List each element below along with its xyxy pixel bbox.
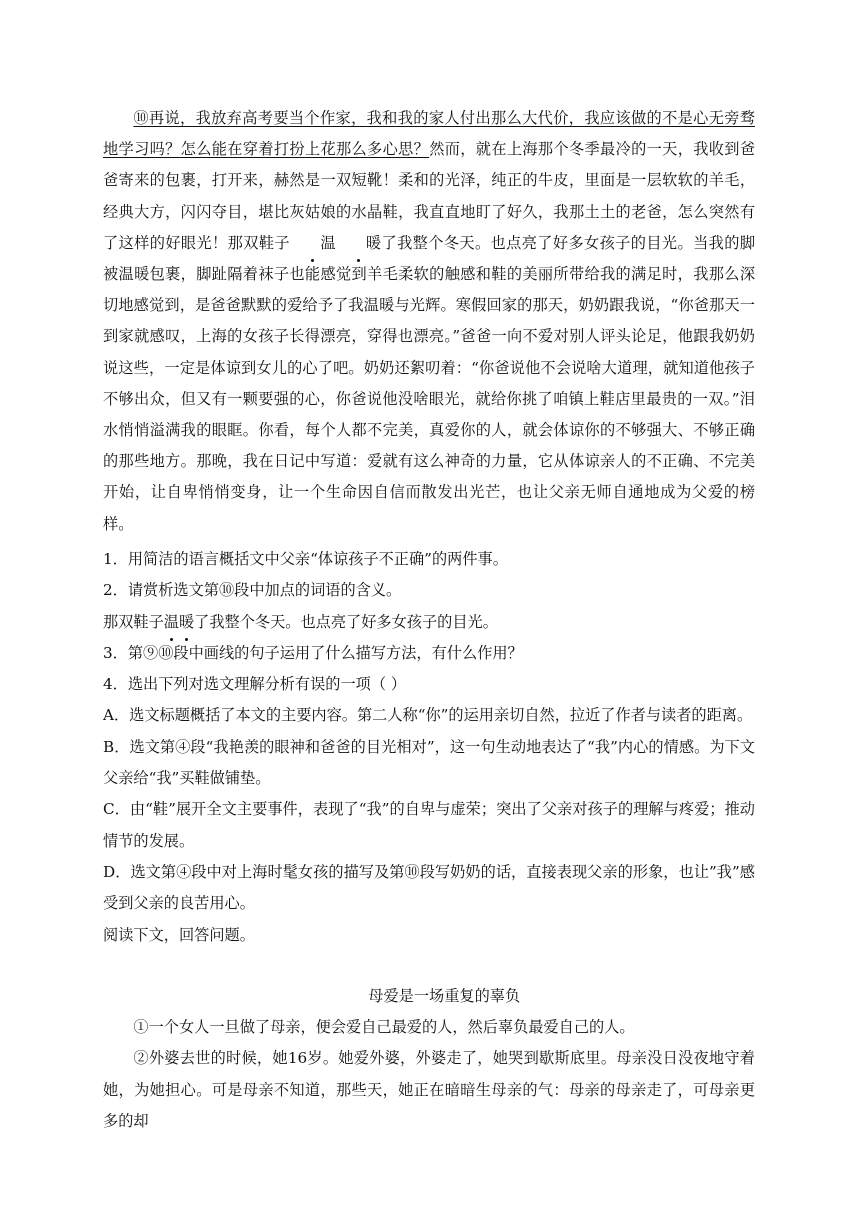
emphasis-dot-char: 暖: [179, 607, 194, 638]
question-4: 4．选出下列对选文理解分析有误的一项（ ）: [103, 675, 407, 694]
question-2-quote: 那双鞋子温暖了我整个冬天。也点亮了好多女孩子的目光。: [103, 607, 755, 638]
question-1: 1．用简洁的语言概括文中父亲“体谅孩子不正确”的两件事。: [103, 550, 508, 568]
paragraph-10: ⑩再说，我放弃高考要当个作家，我和我的家人付出那么大代价，我应该做的不是心无旁骛地学习吗？怎么能在穿着打扮上花那么多心思？然而，就在上海那个冬季最冷的一天，我收到爸爸寄来的包裹，打开来，赫然是一双短靴！柔和的光泽，纯正的牛皮，里面是一层软软的羊毛，经典大方，闪闪夺目，堪比灰姑娘的水晶鞋，我直直地盯了好久，我那土土的老爸，怎么突然有了这样的好眼光！那双鞋子 温 暖了我整个冬天。也点亮了好多女孩子的目光。当我的脚被温暖包裹，脚趾隔着袜子也能感觉到羊毛柔软的触感和鞋的美丽所带给我的满足时，我那么深切地感觉到，是爸爸默默的爱给予了我温暖与光辉。寒假回家的那天，奶奶跟我说，“你爸那天一到家就感叹，上海的女孩子长得漂亮，穿得也漂亮。”爸爸一向不爱对别人评头论足，他跟我奶奶说这些，一定是体谅到女儿的心了吧。奶奶还絮叨着：“你爸说他不会说啥大道理，就知道他孩子不够出众，但又有一颗要强的心，你爸说他没啥眼光，就给你挑了咱镇上鞋店里最贵的一双。”泪水悄悄溢满我的眼眶。你看，每个人都不完美，真爱你的人，就会体谅你的不够强大、不够正确的那些地方。那晚，我在日记中写道：爱就有这么神奇的力量，它从体谅亲人的不正确、不完美开始，让自卑悄悄变身，让一个生命因自信而散发出光芒，也让父亲无师自通地成为父爱的榜样。: [103, 109, 756, 533]
option-a: A．选文标题概括了本文的主要内容。第二人称“你”的运用亲切自然，拉近了作者与读者的距离。: [103, 706, 753, 725]
emphasis-dot-char: 温: [290, 228, 336, 259]
reading-prompt: 阅读下文，回答问题。: [103, 925, 255, 944]
questions-section: [103, 544, 755, 951]
paragraph-1: ①一个女人一旦做了母亲，便会爱自己最爱的人，然后辜负最爱自己的人。: [133, 1018, 635, 1037]
option-b: B．选文第④段“我艳羡的眼神和爸爸的目光相对”，这一句生动地表达了“我”内心的情感。为下文父亲给“我”买鞋做铺垫。: [103, 737, 755, 788]
question-2: 2．请赏析选文第⑩段中加点的词语的含义。: [103, 581, 402, 600]
passage-excerpt: [103, 103, 755, 540]
emphasis-dot-char: 温: [164, 607, 179, 638]
paragraph-2: ②外婆去世的时候，她16岁。她爱外婆，外婆走了，她哭到歇斯底里。母亲没日没夜地守着她，为她担心。可是母亲不知道，那些天，她正在暗暗生母亲的气：母亲的母亲走了，可母亲更多的却: [103, 1049, 755, 1130]
option-d: D．选文第④段中对上海时髦女孩的描写及第⑩段写奶奶的话，直接表现父亲的形象，也让”我”感受到父亲的良苦用心。: [103, 862, 755, 913]
second-passage: [103, 981, 755, 1137]
underlined-sentence: ⑩再说，我放弃高考要当个作家，我和我的家人付出那么大代价，我应该做的不是心无旁骛地学习吗？怎么能在穿着打扮上花那么多心思？: [103, 109, 755, 159]
passage-title: 母爱是一场重复的辜负: [368, 987, 521, 1005]
option-c: C．由“鞋”展开全文主要事件，表现了“我”的自卑与虚荣；突出了父亲对孩子的理解与疼爱；推动情节的发展。: [103, 800, 755, 850]
emphasis-dot-char: 暖: [336, 228, 382, 259]
question-3: 3．第⑨⑩段中画线的句子运用了什么描写方法，有什么作用？: [103, 643, 523, 662]
